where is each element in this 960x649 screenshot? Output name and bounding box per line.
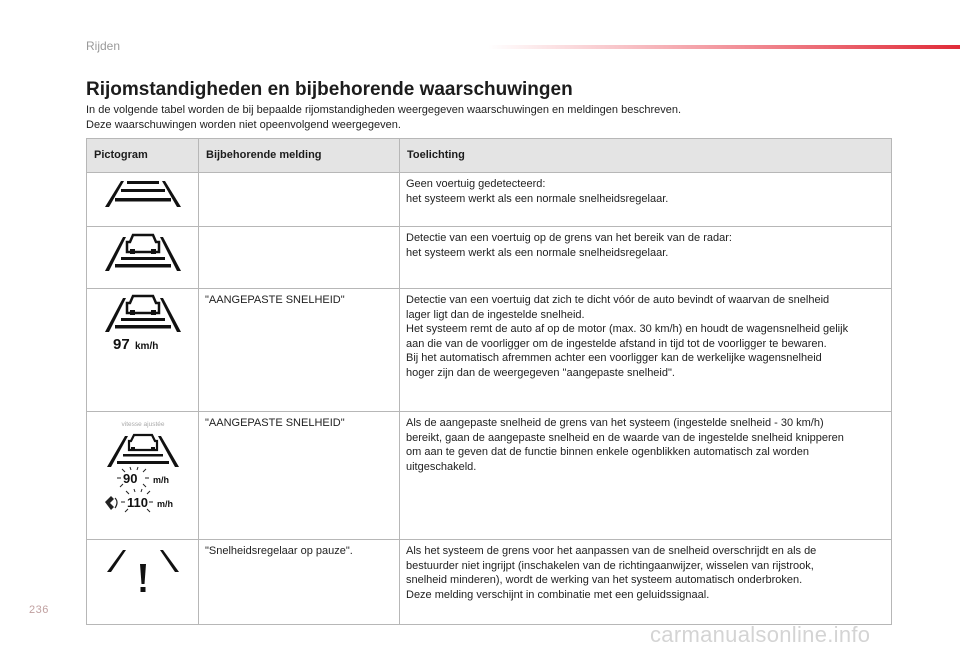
speed-unit: m/h bbox=[152, 475, 169, 485]
adjusted-speed-value: 90 bbox=[122, 471, 137, 486]
explanation-line: het systeem werkt als een normale snelheidsregelaar. bbox=[406, 246, 669, 259]
intro-line: Deze waarschuwingen worden niet opeenvolgend weergegeven. bbox=[86, 119, 401, 131]
explanation-line: Detectie van een voertuig dat zich te dicht vóór de auto bevindt of waarvan de snelheid bbox=[406, 294, 830, 306]
vehicle-close-speed-icon bbox=[103, 293, 183, 351]
explanation-line: Deze melding verschijnt in combinatie met een geluidssignaal. bbox=[406, 588, 710, 601]
pictogram-cell bbox=[87, 289, 199, 412]
speed-unit: km/h bbox=[134, 341, 158, 351]
message-cell bbox=[199, 227, 400, 289]
watermark: carmanualsonline.info bbox=[650, 622, 871, 647]
column-header-pictogram: Pictogram bbox=[87, 139, 199, 173]
message-cell: "AANGEPASTE SNELHEID" bbox=[199, 289, 400, 412]
table-header-row bbox=[87, 139, 892, 173]
table-row bbox=[87, 289, 892, 412]
pictogram-cell bbox=[87, 540, 199, 625]
column-header-explanation: Toelichting bbox=[400, 139, 892, 173]
explanation-line: Als de aangepaste snelheid de grens van het systeem (ingestelde snelheid - 30 km/h) bbox=[406, 417, 824, 429]
header-accent-bar bbox=[488, 45, 960, 49]
warning-pause-icon bbox=[103, 544, 183, 596]
explanation-line: Als het systeem de grens voor het aanpassen van de snelheid overschrijdt en als de bbox=[406, 545, 817, 557]
message-cell: "AANGEPASTE SNELHEID" bbox=[199, 412, 400, 540]
blinking-speed-icon bbox=[101, 416, 185, 524]
column-header-message: Bijbehorende melding bbox=[199, 139, 400, 173]
explanation-line: Detectie van een voertuig op de grens van het bereik van de radar: bbox=[406, 232, 732, 244]
intro-line: In de volgende tabel worden de bij bepaalde rijomstandigheden weergegeven waarschuwingen en meldingen beschreven. bbox=[86, 104, 682, 116]
table-row bbox=[87, 412, 892, 540]
page-title: Rijomstandigheden en bijbehorende waarschuwingen bbox=[86, 79, 573, 100]
pictogram-cell bbox=[87, 412, 199, 540]
section-header: Rijden bbox=[86, 39, 121, 53]
set-speed-value: 110 bbox=[126, 495, 148, 510]
pictogram-cell bbox=[87, 227, 199, 289]
explanation-line: Geen voertuig gedetecteerd: bbox=[406, 178, 546, 190]
explanation-cell bbox=[400, 540, 892, 625]
explanation-line: Bij het automatisch afremmen achter een voorligger kan de werkelijke wagensnelheid bbox=[406, 352, 822, 364]
explanation-cell bbox=[400, 289, 892, 412]
explanation-line: bestuurder niet ingrijpt (inschakelen van de richtingaanwijzer, wisselen van rijstrook, bbox=[406, 559, 814, 572]
explanation-cell bbox=[400, 412, 892, 540]
explanation-line: hoger zijn dan de weergegeven "aangepaste snelheid". bbox=[406, 366, 675, 379]
table-row bbox=[87, 173, 892, 227]
page-number: 236 bbox=[29, 604, 49, 616]
explanation-line: aan die van de voorligger om de ingestelde afstand in tijd tot de voorligger te bewaren. bbox=[406, 337, 827, 350]
explanation-line: bereikt, gaan de aangepaste snelheid en de waarde van de ingestelde snelheid knipperen bbox=[406, 431, 844, 444]
message-cell bbox=[199, 173, 400, 227]
explanation-line: om aan te geven dat de functie binnen enkele ogenblikken automatisch zal worden bbox=[406, 446, 809, 458]
road-lanes-icon bbox=[103, 177, 183, 211]
explanation-line: het systeem werkt als een normale snelheidsregelaar. bbox=[406, 192, 669, 205]
pictogram-cell bbox=[87, 173, 199, 227]
message-cell: "Snelheidsregelaar op pauze". bbox=[199, 540, 400, 625]
explanation-line: lager ligt dan de ingestelde snelheid. bbox=[406, 308, 585, 321]
explanation-cell bbox=[400, 173, 892, 227]
explanation-line: uitgeschakeld. bbox=[406, 460, 477, 473]
warnings-table bbox=[86, 138, 892, 625]
explanation-cell bbox=[400, 227, 892, 289]
speed-value: 97 bbox=[112, 336, 130, 351]
table-row bbox=[87, 227, 892, 289]
explanation-line: snelheid minderen), wordt de werking van het systeem automatisch onderbroken. bbox=[406, 574, 803, 586]
vehicle-on-road-icon bbox=[103, 231, 183, 275]
intro-text bbox=[86, 103, 681, 133]
adjusted-speed-label: vitesse ajustée bbox=[121, 421, 164, 428]
explanation-line: Het systeem remt de auto af op de motor (max. 30 km/h) en houdt de wagensnelheid gelijk bbox=[406, 323, 849, 335]
table-row bbox=[87, 540, 892, 625]
speed-unit: m/h bbox=[156, 499, 173, 509]
